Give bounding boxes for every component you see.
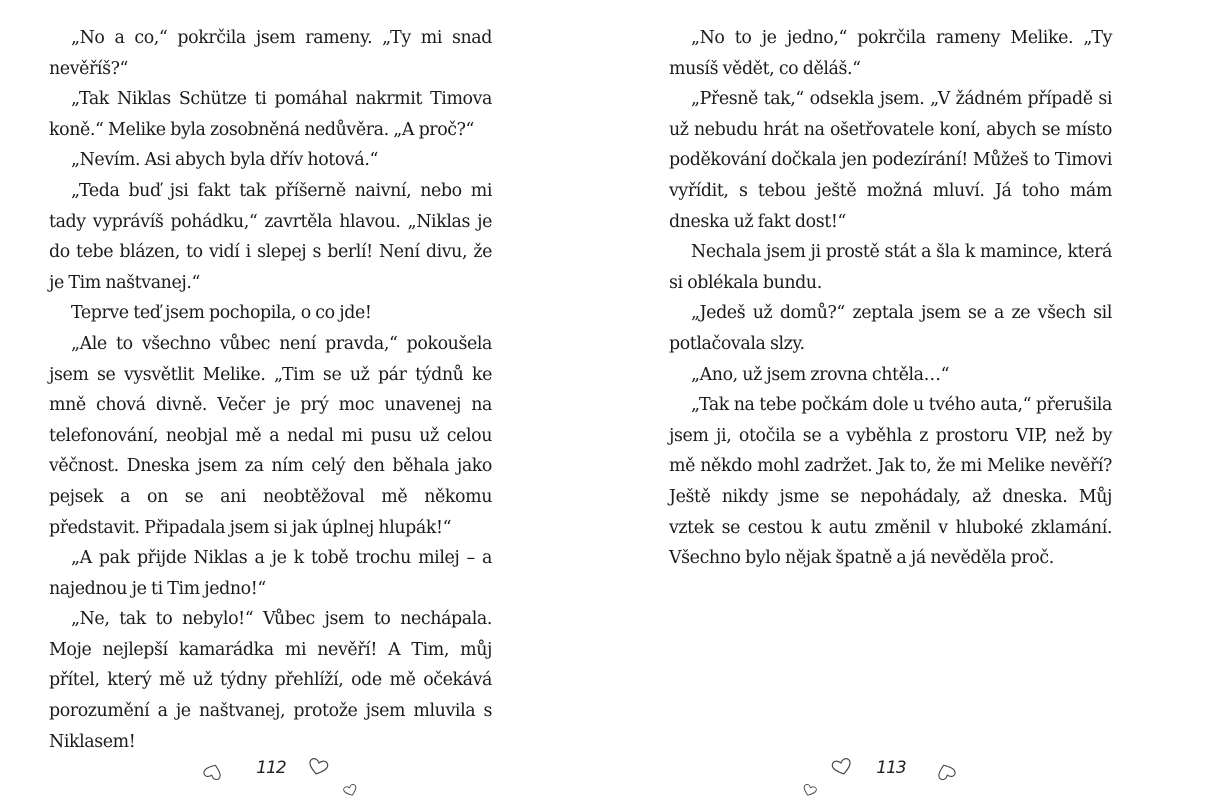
page-number: 112 xyxy=(256,758,286,778)
paragraph: „Nevím. Asi abych byla dřív hotová.“ xyxy=(71,150,378,171)
paragraph: „Tak na tebe počkám dole u tvého auta,“ přerušila jsem ji, otočila se a vyběhla z prostoru VIP, než by mě někdo mohl zadržet. Jak to, že mi Melike nevěří? Ještě nikdy jsme se nepohádaly, až dneska. Můj vztek se cestou k autu změnil v hluboké zklamání. Všechno bylo nějak špatně a já nevěděla proč. xyxy=(669,395,1112,569)
paragraph: „Přesně tak,“ odsekla jsem. „V žádném případě si už nebudu hrát na ošetřovatele koní, abych se místo poděkování dočkala jen podezírání! Můžeš to Timovi vyřídit, s tebou ještě možná mluví. Já toho mám dneska už fakt dost!“ xyxy=(669,89,1112,232)
page-number: 113 xyxy=(876,758,906,778)
heart-outline-icon xyxy=(831,758,853,776)
heart-outline-icon xyxy=(307,758,329,776)
paragraph: „Ale to všechno vůbec není pravda,“ pokoušela jsem se vysvětlit Melike. „Tim se už pár týdnů ke mně chová divně. Večer je prý moc unavenej na telefonování, neobjal mě a nedal mi pusu už celou věčnost. Dneska jsem za ním celý den běhala jako pejsek a on se ani neobtěžoval mě někomu představit. Připadala jsem si jak úplnej hlupák!“ xyxy=(49,333,492,538)
left-page-footer xyxy=(0,750,611,800)
right-page-footer xyxy=(611,750,1222,800)
paragraph: Teprve teď jsem pochopila, o co jde! xyxy=(71,303,372,324)
paragraph: „Ano, už jsem zrovna chtěla…“ xyxy=(691,364,950,385)
heart-outline-icon xyxy=(936,763,956,780)
heart-outline-icon xyxy=(802,784,817,797)
right-page-text xyxy=(669,23,1112,574)
paragraph: „Tak Niklas Schütze ti pomáhal nakrmit Timova koně.“ Melike byla zosobněná nedůvěra. „A proč?“ xyxy=(49,89,492,140)
paragraph: „Teda buď jsi fakt tak příšerně naivní, nebo mi tady vyprávíš pohádku,“ zavrtěla hlavou. „Niklas je do tebe blázen, to vidí i slepej s berlí! Není divu, že je Tim naštvanej.“ xyxy=(49,180,492,293)
paragraph: „A pak přijde Niklas a je k tobě trochu milej – a najednou je ti Tim jedno!“ xyxy=(49,548,492,599)
right-page xyxy=(611,0,1222,800)
paragraph: „No a co,“ pokrčila jsem rameny. „Ty mi snad nevěříš?“ xyxy=(49,28,492,79)
paragraph: „No to je jedno,“ pokrčila rameny Melike. „Ty musíš vědět, co děláš.“ xyxy=(669,28,1112,79)
left-page-text xyxy=(49,23,492,757)
paragraph: Nechala jsem ji prostě stát a šla k mamince, která si oblékala bundu. xyxy=(669,242,1112,293)
paragraph: „Ne, tak to nebylo!“ Vůbec jsem to nechápala. Moje nejlepší kamarádka mi nevěří! A Tim, můj přítel, který mě už týdny přehlíží, ode mě očekává porozumění a je naštvanej, protože jsem mluvila s Niklasem! xyxy=(49,609,492,752)
paragraph: „Jedeš už domů?“ zeptala jsem se a ze všech sil potlačovala slzy. xyxy=(669,303,1112,354)
heart-outline-icon xyxy=(203,763,223,780)
heart-outline-icon xyxy=(343,784,358,797)
